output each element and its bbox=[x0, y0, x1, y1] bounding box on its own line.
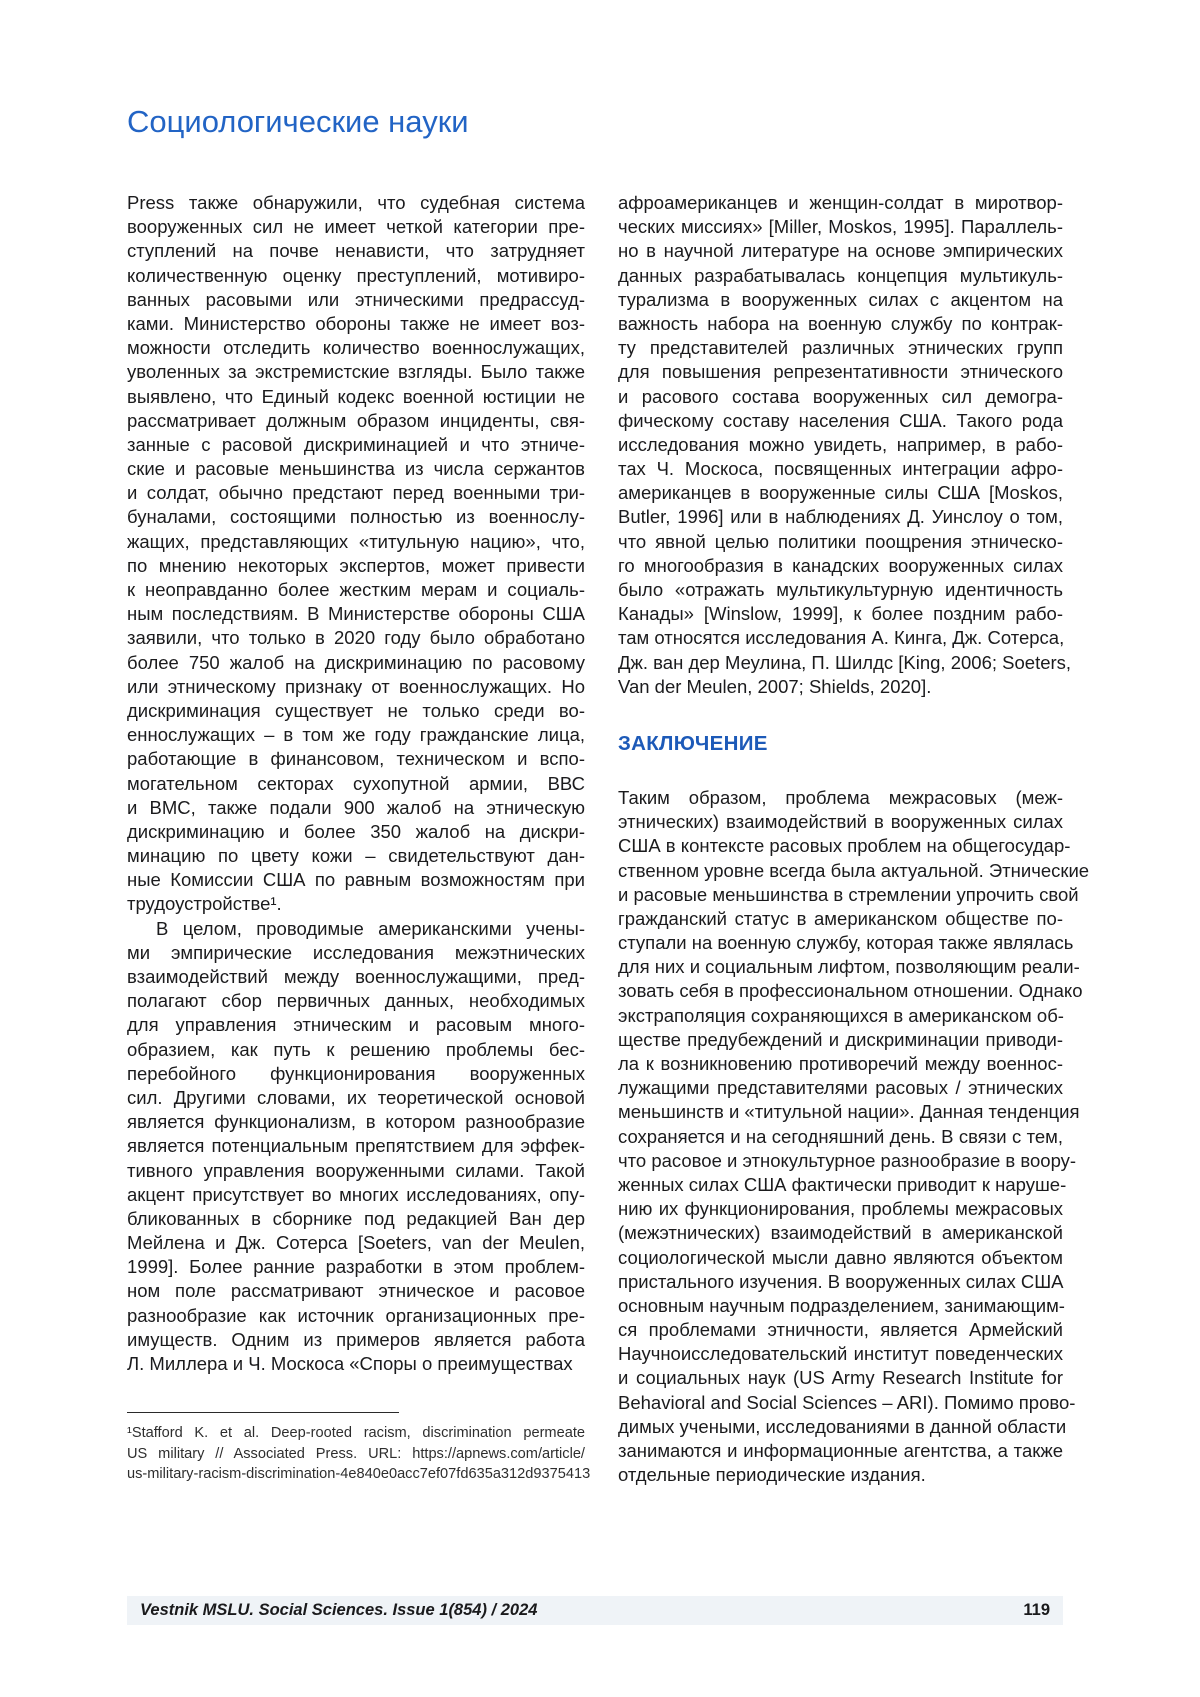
paragraph-conclusion: Таким образом, проблема межрасовых (меж- этнических) взаимодействий в вооруженных силах США в контексте расовых проблем на общегосудар- ственном уровне всегда была актуальной. Этнические и расовые меньшинства в стремлении упрочить свой гражданский статус в американском обществе по- ступали на военную службу, которая также являлась для них и социальным лифтом, позволяющим реали- зовать себя в профессиональном отношении. Однако экстраполяция сохраняющихся в американском об- ществе предубеждений и дискриминации приводи- ла к возникновению противоречий между военнос- лужащими представителями расовых / этнических меньшинств и «титульной нации». Данная тенденция сохраняется и на сегодняшний день. В связи с тем, что расовое и этнокультурное разнообразие в воору- женных силах США фактически приводит к наруше- нию их функционирования, проблемы межрасовых (межэтнических) взаимодействий в американской социологической мысли давно являются объектом пристального изучения. В вооруженных силах США основным научным подразделением, занимающим- ся проблемами этничности, является Армейский Научноисследовательский институт поведенческих и социальных наук (US Army Research Institute for Behavioral and Social Sciences – ARI). Помимо прово- димых учеными, исследованиями в данной области занимаются и информационные агентства, а также отдельные периодические издания. bbox=[618, 786, 1090, 1486]
paragraph-empirical-research: В целом, проводимые американскими учены- ми эмпирические исследования межэтнических взаимодействий между военнослужащими, пред- полагают сбор первичных данных, необходимых для управления этническим и расовым много- образием, как путь к решению проблемы бес- перебойного функционирования вооруженных сил. Другими словами, их теоретической основой является функционализм, в котором разнообразие является потенциальным препятствием для эффек- тивного управления вооруженными силами. Такой акцент присутствует во многих исследованиях, опу- бликованных в сборнике под редакцией Ван дер Мейлена и Дж. Сотерса [Soeters, van der Meulen, 1999]. Более ранние разработки в этом проблем- ном поле рассматривают этническое и расовое разнообразие как источник организационных пре- имуществ. Одним из примеров является работа Л. Миллера и Ч. Москоса «Споры о преимуществах bbox=[127, 917, 585, 1374]
conclusion-heading: ЗАКЛЮЧЕНИЕ bbox=[618, 731, 768, 755]
footer-journal-title: Vestnik MSLU. Social Sciences. Issue 1(854) / 2024 bbox=[140, 1601, 538, 1619]
footer-page-number: 119 bbox=[1023, 1601, 1050, 1619]
paragraph-multiculturalism-research: афроамериканцев и женщин-солдат в миротвор- ческих миссиях» [Miller, Moskos, 1995]. Параллель- но в научной литературе на основе эмпирических данных разрабатывалась концепция мультикуль- турализма в вооруженных силах с акцентом на важность набора на военную службу по контрак- ту представителей различных этнических групп для повышения репрезентативности этнического и расового состава вооруженных сил демогра- фическому составу населения США. Такого рода исследования можно увидеть, например, в рабо- тах Ч. Москоса, посвященных интеграции афро- американцев в вооруженные силы США [Moskos, Butler, 1996] или в наблюдениях Д. Уинслоу о том, что явной целью политики поощрения этническо- го многообразия в канадских вооруженных силах было «отражать мультикультурную идентичность Канады» [Winslow, 1999], к более поздним рабо- там относятся исследования А. Кинга, Дж. Сотерса, Дж. ван дер Меулина, П. Шилдс [King, 2006; Soeters, Van der Meulen, 2007; Shields, 2020]. bbox=[618, 192, 1072, 697]
footnote-text: ¹Stafford K. et al. Deep-rooted racism, discrimination permeate US military // Associated Press. URL: https://apnews.com/article/ us-military-racism-discrimination-4e840e0acc7ef07fd635a312d9375413 bbox=[127, 1425, 591, 1483]
footnote-rule bbox=[127, 1412, 399, 1413]
body-columns bbox=[127, 191, 1090, 1487]
left-column bbox=[127, 191, 591, 1487]
page-title: Социологические науки bbox=[127, 103, 469, 139]
right-column bbox=[618, 191, 1090, 1487]
footer-bar bbox=[127, 1596, 1063, 1625]
paragraph-press-findings: Press также обнаружили, что судебная система вооруженных сил не имеет четкой категории пре- ступлений на почве ненависти, что затрудняет количественную оценку преступлений, мотивиро- ванных расовыми или этническими предрассуд- ками. Министерство обороны также не имеет воз- можности отследить количество военнослужащих, уволенных за экстремистские взгляды. Было также выявлено, что Единый кодекс военной юстиции не рассматривает должным образом инциденты, свя- занные с расовой дискриминацией и что этниче- ские и расовые меньшинства из числа сержантов и солдат, обычно предстают перед военными три- буналами, состоящими полностью из военнослу- жащих, представляющих «титульную нацию», что, по мнению некоторых экспертов, может привести к неоправданно более жестким мерам и социаль- ным последствиям. В Министерстве обороны США заявили, что только в 2020 году было обработано более 750 жалоб на дискриминацию по расовому или этническому признаку от военнослужащих. Но дискриминация существует не только среди во- еннослужащих – в том же году гражданские лица, работающие в финансовом, техническом и вспо- могательном секторах сухопутной армии, ВВС и ВМС, также подали 900 жалоб на этническую дискриминацию и более 350 жалоб на дискри- минацию по цвету кожи – свидетельствуют дан- ные Комиссии США по равным возможностям при трудоустройстве¹. bbox=[127, 192, 585, 915]
